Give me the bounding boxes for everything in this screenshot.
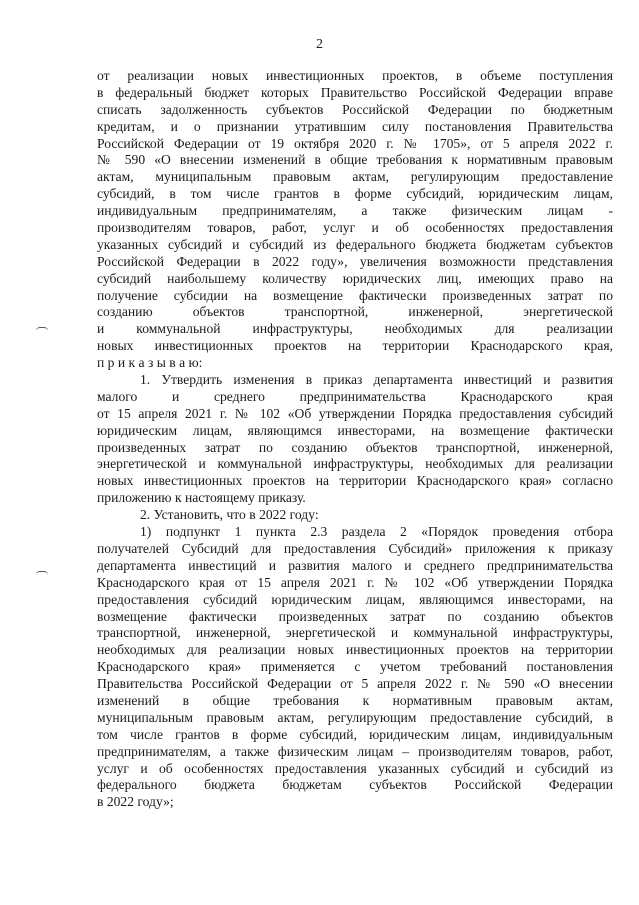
text-line: предпринимателям, а также физическим лицам – производителям товаров, работ, [97, 743, 613, 759]
scan-mark-top [36, 327, 48, 331]
text-line: необходимых для реализации новых инвестиционных проектов на территории [97, 642, 613, 658]
text-line: получателей Субсидий для предоставления Субсидий» приложения к приказу [97, 540, 613, 556]
text-line: и коммунальной инфраструктуры, необходимых для реализации [97, 321, 613, 337]
text-line: транспортной, инженерной, энергетической и коммунальной инфраструктуры, [97, 625, 613, 641]
text-line-subitem-1: 1) подпункт 1 пункта 2.3 раздела 2 «Порядок проведения отбора [140, 524, 613, 540]
page-number: 2 [316, 37, 323, 52]
text-line: произведенных затрат по созданию объектов транспортной, инженерной, [97, 439, 613, 455]
text-line: департамента инвестиций и развития малого и среднего предпринимательства [97, 557, 613, 573]
text-line: услуг и об особенностях предоставления указанных субсидий и субсидий из [97, 760, 613, 776]
text-line: индивидуальным предпринимателям, а также физическим лицам - [97, 203, 613, 219]
text-line: Российской Федерации в 2022 году», увеличения возможности представления [97, 253, 613, 269]
document-body [97, 68, 613, 811]
scan-mark-bottom [36, 571, 48, 575]
text-line-order-word: п р и к а з ы в а ю: [97, 355, 203, 371]
text-line: от 15 апреля 2021 г. № 102 «Об утверждении Порядка предоставления субсидий [97, 405, 613, 421]
text-line: энергетической и коммунальной инфраструктуры, необходимых для реализации [97, 456, 613, 472]
text-line: возмещение фактически произведенных затрат по созданию объектов [97, 608, 613, 624]
text-line: от реализации новых инвестиционных проектов, в объеме поступления [97, 68, 613, 83]
text-line: изменений в общие требования к нормативным правовым актам, [97, 692, 613, 708]
text-line: указанных субсидий и субсидий из федерального бюджета бюджетам субъектов [97, 236, 613, 252]
text-line: Российской Федерации от 19 октября 2020 г. № 1705», от 5 апреля 2022 г. [97, 135, 613, 151]
text-line: приложению к настоящему приказу. [97, 490, 306, 506]
text-line: субсидий наибольшему количеству юридических лиц, имеющих право на [97, 270, 613, 286]
text-line: списать задолженность субъектов Российской Федерации по бюджетным [97, 101, 613, 117]
text-line: субсидий, в том числе грантов в форме субсидий, юридическим лицам, [97, 186, 613, 202]
text-line: производителям товаров, работ, услуг и об особенностях предоставления [97, 220, 613, 236]
text-line: предоставления субсидий юридическим лицам, являющимся инвесторами, на [97, 591, 613, 607]
text-line-item-2: 2. Установить, что в 2022 году: [140, 507, 319, 523]
text-line: федерального бюджета бюджетам субъектов Российской Федерации [97, 777, 613, 793]
text-line: Правительства Российской Федерации от 5 апреля 2022 г. № 590 «О внесении [97, 676, 613, 692]
text-line: Краснодарского края» применяется с учетом требований постановления [97, 659, 613, 675]
text-line: актам, муниципальным правовым актам, регулирующим предоставление [97, 169, 613, 185]
text-line: № 590 «О внесении изменений в общие требования к нормативным правовым [97, 152, 613, 168]
text-line: новых инвестиционных проектов на территории Краснодарского края» согласно [97, 473, 613, 489]
text-line: Краснодарского края от 15 апреля 2021 г. № 102 «Об утверждении Порядка [97, 574, 613, 590]
text-line: получение субсидии на возмещение фактически произведенных затрат по [97, 287, 613, 303]
text-line: новых инвестиционных проектов на территории Краснодарского края, [97, 338, 613, 354]
text-line: юридическим лицам, являющимся инвесторами, на возмещение фактически [97, 422, 613, 438]
text-line: муниципальным правовым актам, регулирующим предоставление субсидий, в [97, 709, 613, 725]
text-line: кредитам, и о признании утратившим силу постановления Правительства [97, 118, 613, 134]
text-line-item-1: 1. Утвердить изменения в приказ департамента инвестиций и развития [140, 372, 613, 388]
text-line: малого и среднего предпринимательства Краснодарского края [97, 388, 613, 404]
text-line: в федеральный бюджет которых Правительство Российской Федерации вправе [97, 84, 613, 100]
text-line: созданию объектов транспортной, инженерной, энергетической [97, 304, 613, 320]
text-line: в 2022 году»; [97, 794, 174, 810]
text-line: том числе грантов в форме субсидий, юридическим лицам, индивидуальным [97, 726, 613, 742]
